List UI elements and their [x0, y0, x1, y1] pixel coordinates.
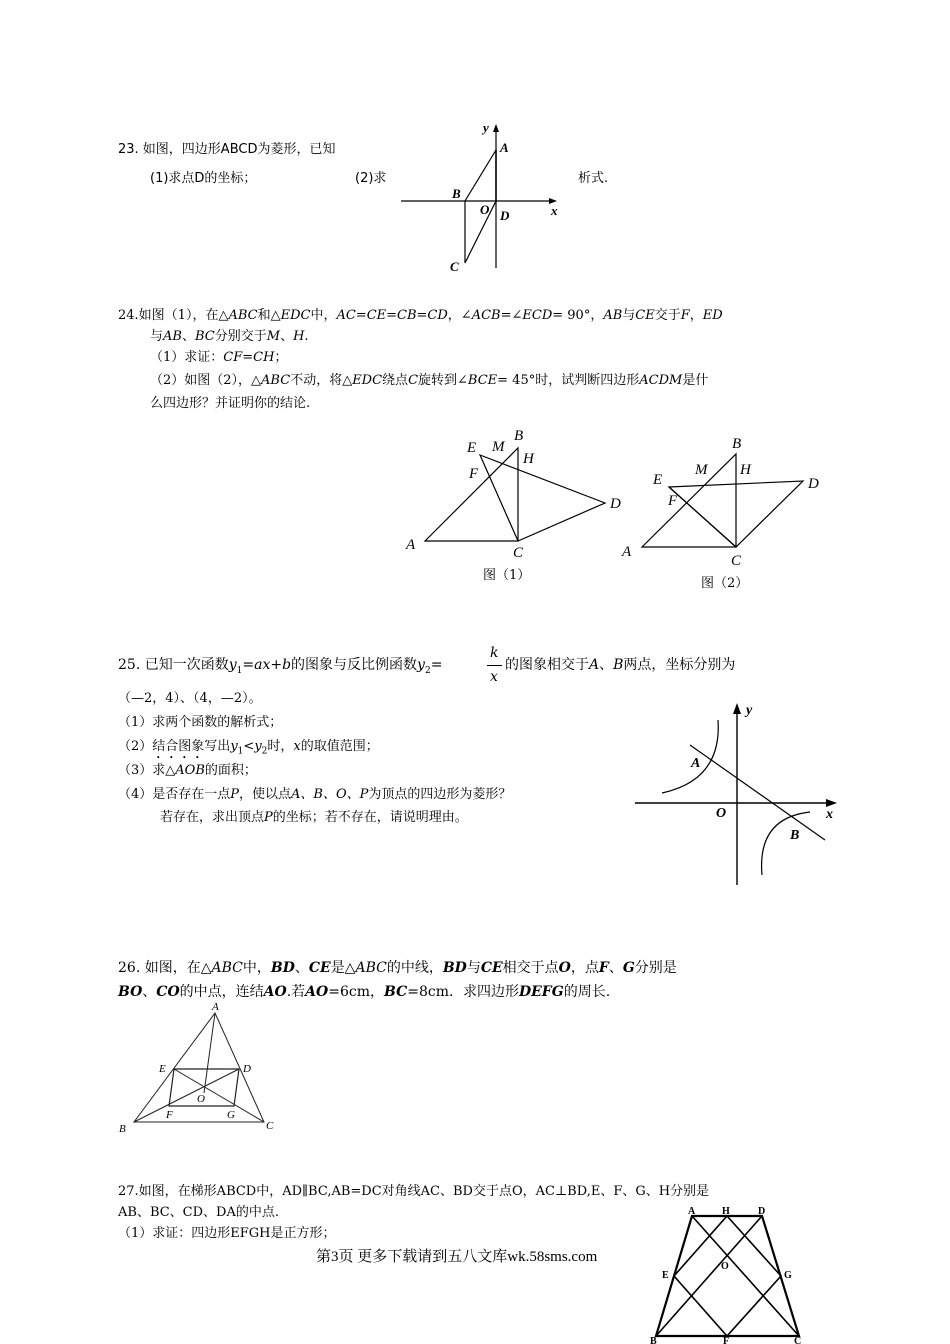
label-o: O	[721, 1261, 729, 1272]
label-e: E	[662, 1270, 669, 1281]
q25-p2sub1: 1	[237, 746, 244, 757]
fig1-label-d: D	[610, 496, 621, 512]
q26-bd2: BD	[442, 960, 467, 976]
q24-abc: ABC	[228, 308, 258, 323]
q24-t1c: 中，	[310, 308, 337, 323]
q26-ce2: CE	[480, 960, 503, 976]
q26-t2d: =6cm，	[328, 984, 384, 1000]
q26-t1j: 分别是	[634, 960, 677, 976]
trapezoid-abcd	[656, 1216, 799, 1336]
q25-p2b: 写出	[204, 739, 231, 754]
q25-p4c: 为顶点的四边形为菱形？	[368, 787, 512, 802]
q24-f: F	[680, 308, 690, 323]
q25-aob: AOB	[175, 763, 205, 778]
q25-p2x: x	[293, 739, 301, 754]
label-h: H	[722, 1206, 730, 1217]
label-b: B	[119, 1123, 126, 1135]
q26-bc: BC	[383, 984, 408, 1000]
fig2-label-a: A	[622, 544, 632, 560]
q25-frac-num: k	[490, 645, 499, 661]
q25-part4-cont	[160, 809, 468, 827]
label-d: D	[758, 1206, 766, 1217]
q25-p2d: 的取值范围；	[300, 739, 379, 754]
q24-t2e: .	[304, 329, 309, 344]
q24-acb: ACB	[471, 308, 501, 323]
q24-part2-cont: 么四边形？并证明你的结论.	[150, 396, 311, 411]
q24-t2b: 、	[181, 329, 195, 344]
q24-acdm: ACDM	[639, 373, 683, 388]
label-a: A	[500, 140, 509, 155]
label-o: O	[197, 1093, 205, 1105]
q25-p2sub2: 2	[261, 746, 268, 757]
q24-abc2: ABC	[261, 373, 291, 388]
q25-sub2: 2	[424, 665, 431, 676]
q25-b: B	[613, 657, 624, 673]
q25-p2a: （2）	[118, 739, 153, 754]
q25-p4e: 的坐标；若不存在，请说明理由。	[272, 810, 468, 825]
q24-part1	[150, 349, 287, 367]
label-x: x	[551, 203, 558, 218]
q25-part3	[118, 762, 257, 780]
label-o: O	[716, 806, 727, 821]
q25-eqa: =	[242, 657, 255, 673]
label-d: D	[243, 1063, 251, 1075]
label-b: B	[650, 1336, 657, 1344]
q23-line1: 23. 如图，四边形ABCD为菱形，已知	[118, 142, 336, 157]
fig2-label-e: E	[653, 472, 663, 488]
q25-sub1: 1	[236, 665, 243, 676]
q26-bd: BD	[270, 960, 295, 976]
fig1-label-b: B	[514, 428, 524, 444]
q24-ecd: ECD	[522, 308, 553, 323]
q24-bc: BC	[194, 329, 215, 344]
label-y: y	[746, 703, 753, 718]
fig1-label-m: M	[492, 439, 505, 455]
q25-a: A	[589, 657, 600, 673]
q24-t1f: = 90°，	[552, 308, 604, 323]
q25-p4b: ，使以点	[239, 787, 292, 802]
q24-line2	[150, 328, 309, 346]
q25-p2c: 时，	[267, 739, 294, 754]
q24-t2a: 与	[150, 329, 164, 344]
label-o: O	[480, 202, 490, 217]
q26-t1e: 的中线，	[386, 960, 443, 976]
q26-co: CO	[156, 984, 180, 1000]
q24-p2a: （2）如图（2），△	[150, 373, 262, 388]
q24-edc: EDC	[280, 308, 311, 323]
triangle-abc-2	[642, 454, 736, 547]
line-y1	[690, 745, 825, 840]
q25-frac-bar	[487, 665, 502, 666]
q24-p2e: = 45°时，试判断四边形	[497, 373, 640, 388]
q25-line1	[118, 656, 442, 680]
q24-p2f: 是什	[682, 373, 709, 388]
q24-ce: CE	[635, 308, 655, 323]
fig1-label-a: A	[406, 537, 416, 553]
q24-fig1-caption: 图（1）	[483, 568, 531, 583]
q24-eq1: AC=CE=CB=CD	[336, 308, 448, 323]
q24-t1i: ，	[689, 308, 703, 323]
hyperbola-branch-4	[762, 812, 810, 875]
q25-part2	[118, 738, 379, 762]
q27-line1: 27.如图，在梯形ABCD中，AD∥BC,AB=DC对角线AC、BD交于点O，AC⊥BD,E、F、G、H分别是	[118, 1184, 710, 1199]
q25-p4a: （4）是否存在一点	[118, 787, 231, 802]
q25-frac-den: x	[490, 669, 498, 685]
label-f: F	[723, 1336, 730, 1344]
q26-num: 26.	[118, 960, 141, 976]
fig1-label-e: E	[467, 440, 477, 456]
label-b: B	[790, 828, 800, 843]
triangle-abc	[425, 448, 518, 541]
q25-t1a: 25. 已知一次函数	[118, 657, 229, 673]
fig2-label-f: F	[668, 493, 678, 509]
q24-cfch: CF=CH	[223, 350, 275, 365]
label-a: A	[688, 1206, 696, 1217]
q25-y1: y	[228, 657, 237, 673]
q25-part1: （1）求两个函数的解析式；	[118, 715, 283, 730]
q26-t1f: 与	[466, 960, 481, 976]
fig1-label-c: C	[513, 545, 524, 561]
q26-t2b: 的中点，连结	[179, 984, 264, 1000]
q26-abc: ABC	[211, 960, 243, 976]
q25-t1b: 的图象与反比例函数	[291, 657, 418, 673]
label-e: E	[159, 1063, 166, 1075]
square-efgh	[674, 1216, 781, 1336]
q24-t1d: ，∠	[447, 308, 472, 323]
q25-figure	[630, 700, 845, 890]
q24-p1b: ；	[274, 350, 288, 365]
q26-ao: AO	[263, 984, 287, 1000]
q23-figure	[395, 118, 565, 278]
q26-t1a: 如图，在△	[144, 960, 212, 976]
fig1-label-f: F	[469, 466, 479, 482]
q26-t1b: 中，	[242, 960, 271, 976]
q25-p2: P	[264, 810, 273, 825]
q27-figure	[648, 1205, 813, 1344]
q26-t1c: 、	[294, 960, 309, 976]
q25-sep: 、	[599, 657, 614, 673]
label-g: G	[227, 1109, 235, 1121]
q26-o: O	[558, 960, 571, 976]
q26-ao2: AO	[305, 984, 329, 1000]
q24-t2c: 分别交于	[214, 329, 267, 344]
q24-ab2: AB	[163, 329, 182, 344]
q25-p3a: （3）求△	[118, 763, 176, 778]
q26-t2c: .若	[286, 984, 306, 1000]
q24-edc2: EDC	[352, 373, 383, 388]
q24-bce: BCE	[467, 373, 498, 388]
q24-part2	[150, 372, 708, 390]
fig2-label-b: B	[732, 436, 742, 452]
q26-t1d: 是△	[330, 960, 356, 976]
q24-p2c: 绕点	[382, 373, 409, 388]
q26-bo: BO	[118, 984, 143, 1000]
q26-defg: DEFG	[519, 984, 564, 1000]
label-x: x	[826, 807, 833, 822]
q24-m: M	[266, 329, 281, 344]
q26-t1g: 相交于点	[502, 960, 559, 976]
q27-line2: AB、BC、CD、DA的中点.	[118, 1205, 279, 1220]
fig2-label-c: C	[731, 553, 742, 569]
q25-eqb: =	[430, 657, 443, 673]
q25-p2y1: y	[230, 739, 238, 754]
q24-t1g: 与	[622, 308, 636, 323]
label-y: y	[483, 120, 489, 135]
q24-t1a: 24.如图（1），在△	[118, 308, 229, 323]
label-d: D	[500, 208, 510, 223]
q24-p1a: （1）求证：	[150, 350, 224, 365]
q25-p4d: 若存在，求出顶点	[160, 810, 265, 825]
q24-c: C	[408, 373, 419, 388]
q24-p2d: 旋转到∠	[418, 373, 468, 388]
fig2-label-d: D	[808, 476, 819, 492]
label-c: C	[450, 259, 459, 274]
fig2-label-h: H	[740, 462, 751, 478]
q23-part2: (2)求	[355, 171, 387, 186]
q26-t2e: =8cm．求四边形	[407, 984, 519, 1000]
q25-p: P	[230, 787, 240, 802]
label-b: B	[452, 186, 461, 201]
label-a: A	[212, 1001, 219, 1013]
q23-tail: 析式.	[578, 171, 609, 186]
q26-g: G	[622, 960, 635, 976]
q26-figure	[112, 998, 287, 1138]
q25-t1d: 两点，坐标分别为	[623, 657, 736, 673]
q26-t2f: 的周长.	[563, 984, 611, 1000]
q24-line1	[118, 307, 723, 325]
q25-coords: （—2，4）、（4，—2）。	[118, 691, 262, 706]
q24-t1b: 和△	[257, 308, 281, 323]
fig1-label-h: H	[523, 451, 534, 467]
q25-axb: ax+b	[254, 657, 292, 673]
q26-t1i: 、	[608, 960, 623, 976]
q24-t2d: 、	[280, 329, 294, 344]
q26-t1h: ，点	[570, 960, 599, 976]
q25-p3b: 的面积；	[204, 763, 257, 778]
q25-p2lt: <	[243, 739, 255, 754]
q24-ab: AB	[603, 308, 623, 323]
q24-h: H	[293, 329, 305, 344]
q25-p2y2: y	[254, 739, 262, 754]
q24-p2b: 不动，将△	[290, 373, 353, 388]
q26-abc2: ABC	[355, 960, 387, 976]
label-a: A	[691, 756, 701, 771]
q24-t1e: =∠	[500, 308, 523, 323]
page-footer: 第3页 更多下载请到五八文库wk.58sms.com	[316, 1249, 598, 1265]
label-g: G	[784, 1270, 792, 1281]
q26-t2a: 、	[142, 984, 157, 1000]
q25-t1c: 的图象相交于	[505, 657, 589, 673]
q24-fig2-caption: 图（2）	[701, 576, 749, 591]
label-c: C	[266, 1120, 274, 1132]
q25-verts: A、B、O、P	[291, 787, 369, 802]
q24-t1h: 交于	[654, 308, 681, 323]
q26-line1	[118, 959, 677, 977]
q25-part4	[118, 786, 511, 804]
q25-line1-rest	[505, 656, 735, 674]
q25-y2: y	[417, 657, 425, 673]
q25-p2dots: 结合图象	[152, 739, 205, 754]
label-c: C	[794, 1336, 802, 1344]
q24-ed: ED	[702, 308, 723, 323]
q26-f: F	[598, 960, 609, 976]
label-f: F	[166, 1109, 173, 1121]
q23-part1: (1)求点D的坐标；	[150, 171, 257, 186]
fig2-label-m: M	[695, 462, 708, 478]
q27-part1: （1）求证：四边形EFGH是正方形；	[118, 1226, 336, 1241]
q26-ce: CE	[308, 960, 331, 976]
